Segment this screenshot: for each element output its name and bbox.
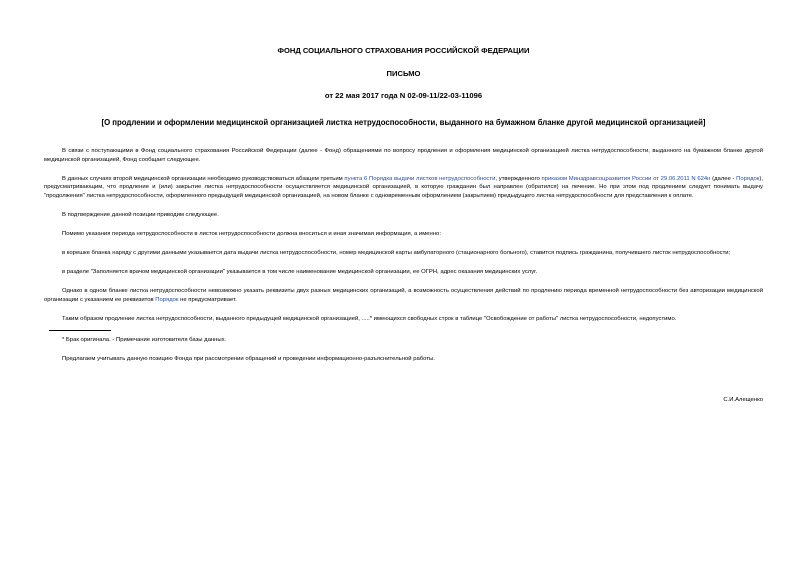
- doc-type-heading: ПИСЬМО: [386, 69, 421, 78]
- org-heading: ФОНД СОЦИАЛЬНОГО СТРАХОВАНИЯ РОССИЙСКОЙ ФЕДЕРАЦИИ: [277, 46, 530, 55]
- paragraph-5: в корешке бланка наряду с другими данными указывается дата выдачи листка нетрудоспособности, номер медицинской карты амбулаторного (стационарного больного), ставится подпись гражданина, получившего листок нетрудоспособности;: [62, 250, 731, 257]
- paragraph-2: [44, 175, 763, 201]
- paragraph-8: Таким образом продление листка нетрудоспособности, выданного предыдущей медицинской организацией, .....* имеющихся свободных строк в таблице "Освобождение от работы" листка нетрудоспособности, недопустимо.: [62, 316, 677, 323]
- signature-block: [44, 397, 763, 403]
- closing-paragraph: Предлагаем учитывать данную позицию Фонда при рассмотрении обращений и проведении информационно-разъяснительной работы.: [62, 356, 435, 363]
- link-procedure[interactable]: Порядок: [736, 175, 760, 182]
- p2-text-d: ), предусматривающим, что продление и (или) закрытие листка нетрудоспособности осуществляется медицинской организацией, в которую гражданин был направлен (обратился) на лечение. Но при этом под продлением следует понимать выдачу "продолжения" листка нетрудоспособности, оформленного предыдущей медицинской организацией, на новом бланке с одновременным оформлением (закрытием) предыдущего листка нетрудоспособности для представления к оплате.: [44, 175, 763, 199]
- link-order-clause-6[interactable]: пункта 6 Порядка выдачи листков нетрудоспособности: [344, 175, 496, 182]
- link-procedure-2[interactable]: Порядок: [155, 296, 179, 303]
- link-ministry-order[interactable]: приказом Минздравсоцразвития России от 29.06.2011 N 624н: [541, 175, 711, 182]
- subject-heading: [О продлении и оформлении медицинской организацией листка нетрудоспособности, выданного на бумажном бланке другой медицинской организацией]: [101, 118, 706, 127]
- paragraph-6: в разделе "Заполняется врачом медицинской организации" указывается в том числе наименование медицинской организации, ее ОГРН, адрес оказания медицинских услуг.: [62, 269, 538, 276]
- footnote: * Брак оригинала. - Примечание изготовителя базы данных.: [62, 337, 227, 344]
- p7-text-a: Однако в одном бланке листка нетрудоспособности невозможно указать реквизиты двух разных медицинских организаций, а возможность осуществления действий по продлению периода временной нетрудоспособности без авторизации медицинской организации с указанием ее реквизитов: [44, 288, 763, 303]
- paragraph-4: Помимо указания периода нетрудоспособности в листок нетрудоспособности должна вноситься и иная значимая информация, а именно:: [62, 231, 441, 238]
- footnote-divider: [49, 330, 111, 331]
- paragraph-3: В подтверждение данной позиции приводим следующее.: [62, 211, 219, 218]
- p7-text-b: не предусматривает.: [178, 296, 237, 303]
- letter-body: [44, 147, 763, 364]
- date-number-heading: от 22 мая 2017 года N 02-09-11/22-03-11096: [324, 91, 483, 100]
- signature: С.И.Алещенко: [723, 396, 763, 403]
- p2-text-b: , утвержденного: [495, 175, 542, 182]
- paragraph-1: В связи с поступающими в Фонд социального страхования Российской Федерации (далее - Фонд) обращениями по вопросу продления и оформления медицинской организацией листка нетрудоспособности, выданного на бумажном бланке другой медицинской организацией, Фонд сообщает следующее.: [44, 148, 763, 163]
- p2-text-c: (далее -: [710, 175, 737, 182]
- paragraph-7: [44, 287, 763, 304]
- p2-text-a: В данных случаях второй медицинской организации необходимо руководствоваться абзацем третьим: [62, 175, 345, 182]
